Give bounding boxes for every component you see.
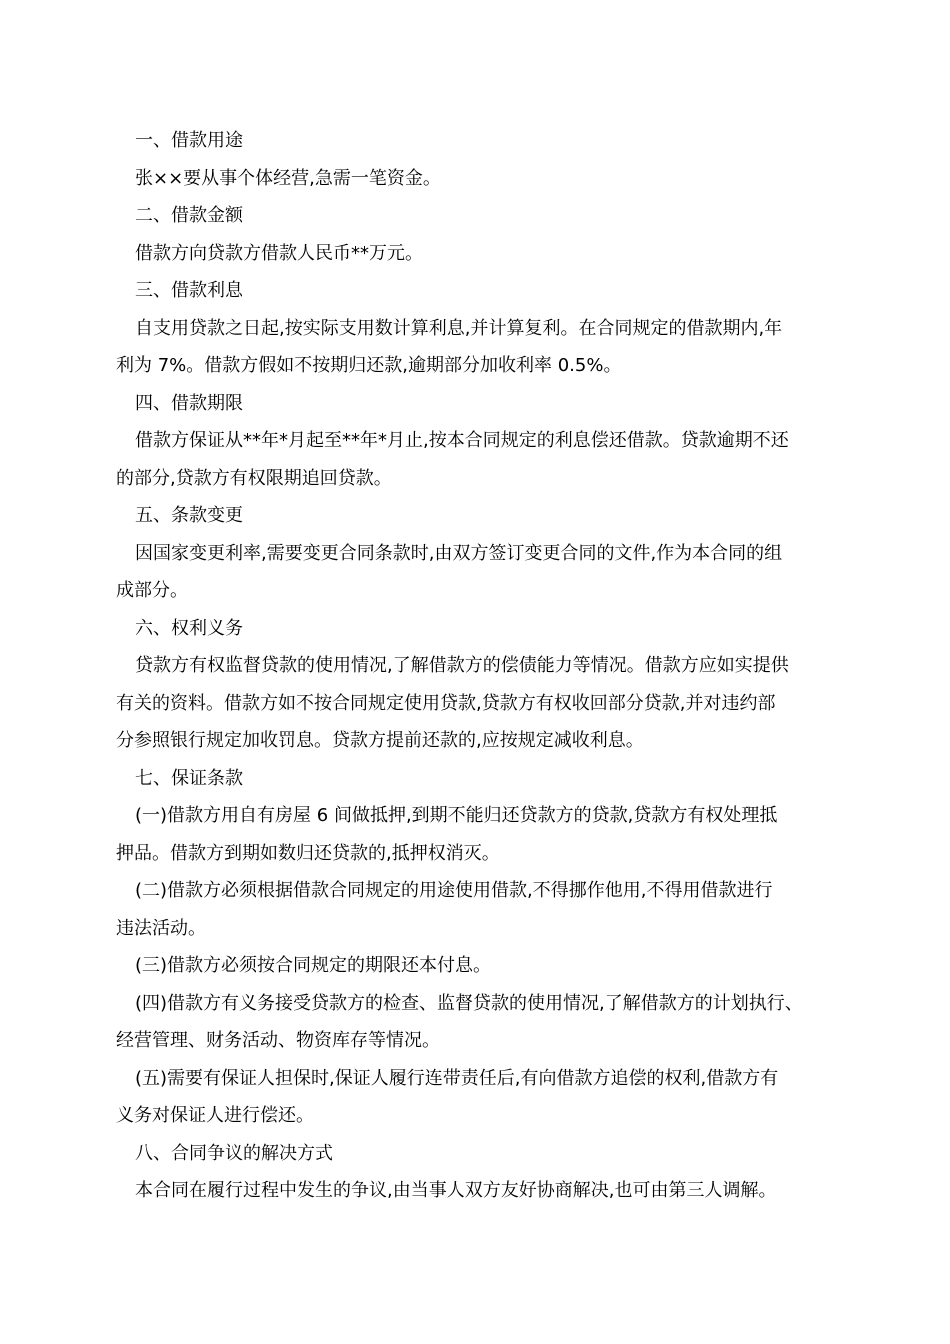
paragraph-line: (二)借款方必须根据借款合同规定的用途使用借款,不得挪作他用,不得用借款进行 [135,880,773,901]
section-heading-amount: 二、借款金额 [135,205,243,226]
section-heading-amendment: 五、条款变更 [135,505,243,526]
paragraph-line: 利为 7%。借款方假如不按期归还款,逾期部分加收利率 0.5%。 [116,355,622,376]
paragraph-line: 借款方向贷款方借款人民币**万元。 [135,242,423,264]
section-heading-purpose: 一、借款用途 [135,130,243,151]
paragraph-line: 张××要从事个体经营,急需一笔资金。 [135,167,441,189]
paragraph-line: 有关的资料。借款方如不按合同规定使用贷款,贷款方有权收回部分贷款,并对违约部 [116,692,776,714]
paragraph-line: (四)借款方有义务接受贷款方的检查、监督贷款的使用情况,了解借款方的计划执行、 [135,992,803,1014]
paragraph-line: 因国家变更利率,需要变更合同条款时,由双方签订变更合同的文件,作为本合同的组 [135,542,783,564]
section-heading-guarantee: 七、保证条款 [135,767,243,789]
section-heading-dispute: 八、合同争议的解决方式 [135,1142,333,1164]
paragraph-line: 经营管理、财务活动、物资库存等情况。 [116,1030,440,1051]
document-body [116,122,840,1210]
paragraph-line: 成部分。 [116,580,188,601]
paragraph-line: 自支用贷款之日起,按实际支用数计算利息,并计算复利。在合同规定的借款期内,年 [135,317,783,339]
paragraph-line: 本合同在履行过程中发生的争议,由当事人双方友好协商解决,也可由第三人调解。 [135,1180,777,1201]
paragraph-line: 违法活动。 [116,917,206,939]
paragraph-line: 贷款方有权监督贷款的使用情况,了解借款方的偿债能力等情况。借款方应如实提供 [135,655,789,676]
paragraph-line: (一)借款方用自有房屋 6 间做抵押,到期不能归还贷款方的贷款,贷款方有权处理抵 [135,805,778,826]
section-heading-rights: 六、权利义务 [135,617,243,639]
section-heading-term: 四、借款期限 [135,392,243,414]
paragraph-line: 借款方保证从**年*月起至**年*月止,按本合同规定的利息偿还借款。贷款逾期不还 [135,430,789,451]
paragraph-line: (三)借款方必须按合同规定的期限还本付息。 [135,955,492,976]
paragraph-line: 的部分,贷款方有权限期追回贷款。 [116,467,392,489]
paragraph-line: 义务对保证人进行偿还。 [116,1105,314,1126]
section-heading-interest: 三、借款利息 [135,280,243,301]
paragraph-line: 分参照银行规定加收罚息。贷款方提前还款的,应按规定减收利息。 [116,730,644,751]
paragraph-line: 押品。借款方到期如数归还贷款的,抵押权消灭。 [116,842,500,864]
paragraph-line: (五)需要有保证人担保时,保证人履行连带责任后,有向借款方追偿的权利,借款方有 [135,1067,779,1089]
